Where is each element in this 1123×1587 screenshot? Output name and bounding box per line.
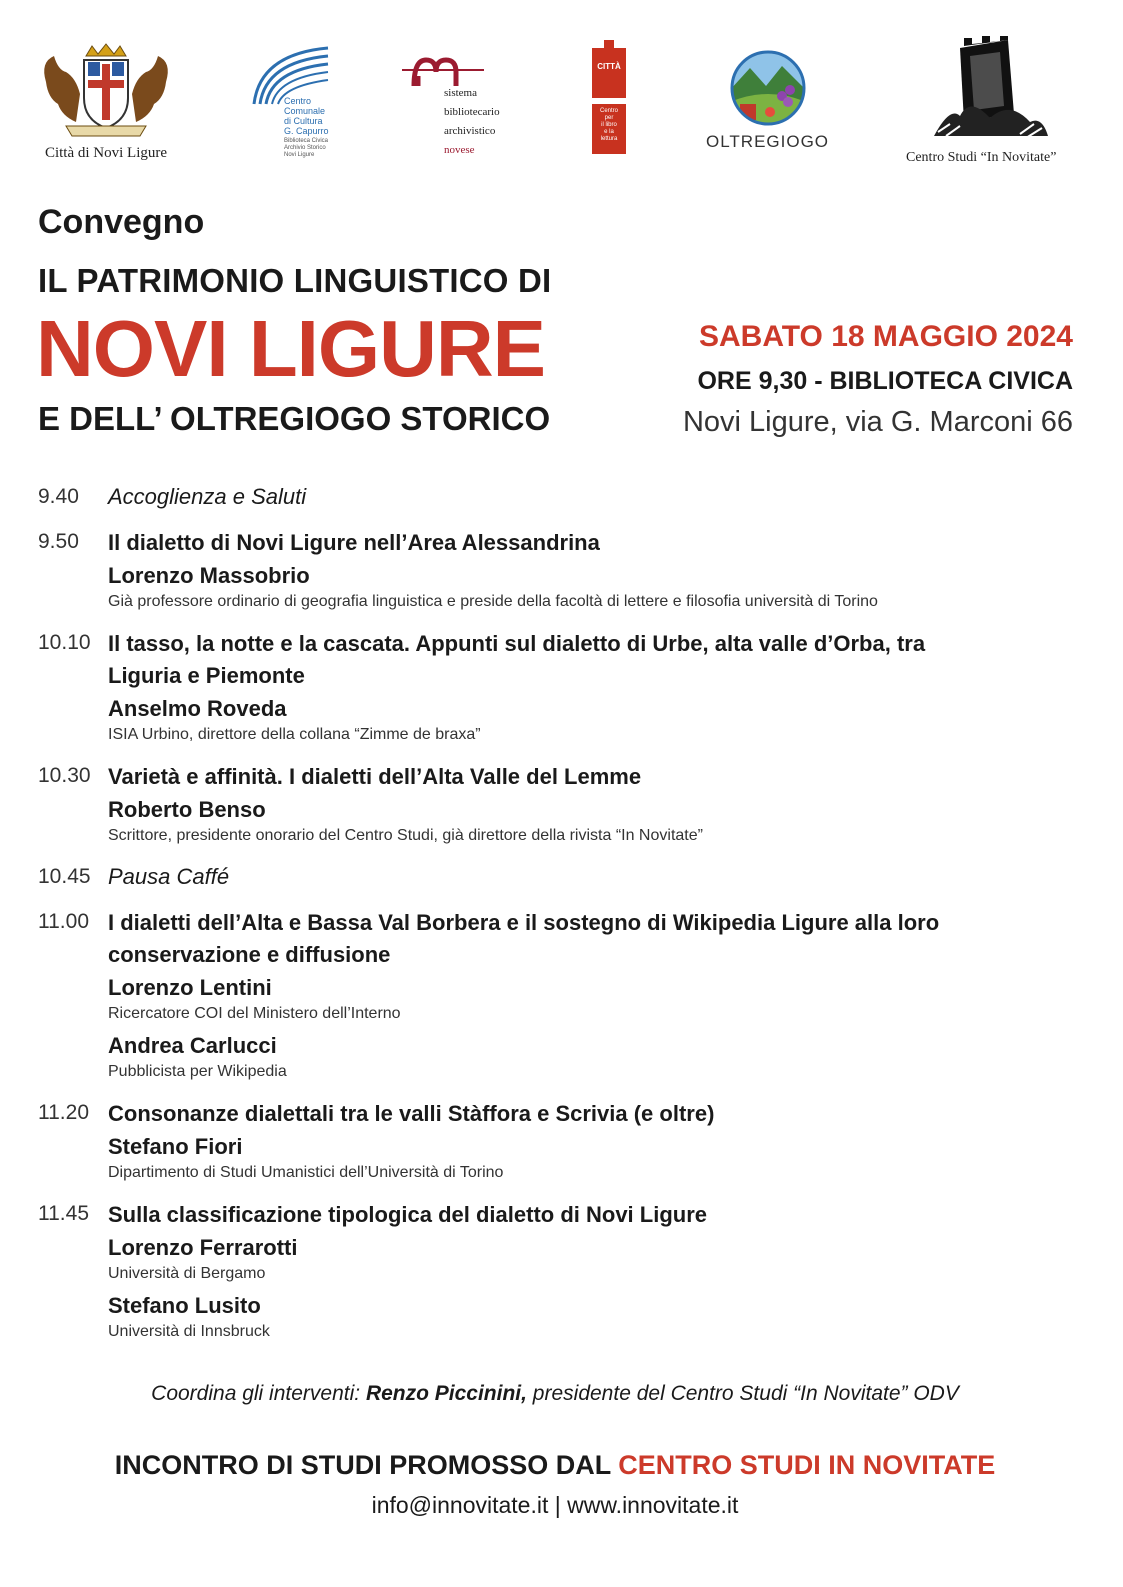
citta-label: CITTÀ — [597, 62, 621, 71]
speaker-role: Università di Bergamo — [108, 1265, 266, 1282]
centro-comunale-text — [284, 96, 329, 159]
oltregiogo-caption: OLTREGIOGO — [706, 132, 830, 151]
speaker-role: ISIA Urbino, direttore della collana “Zimme de braxa” — [108, 726, 481, 743]
item-title: Pausa Caffé — [108, 864, 230, 889]
centro-libro-badge — [592, 104, 626, 154]
programme-item — [38, 1098, 1088, 1184]
programme-item — [38, 482, 1088, 512]
speaker-role: Pubblicista per Wikipedia — [108, 1063, 287, 1080]
tower-icon — [604, 40, 614, 50]
speaker-role: Ricercatore COI del Ministero dell’Interno — [108, 1005, 401, 1022]
talk-title: Consonanze dialettali tra le valli Stàffora e Scrivia (e oltre) — [108, 1101, 715, 1126]
centro-line: G. Capurro — [284, 126, 329, 136]
title-main: NOVI LIGURE — [36, 304, 546, 393]
title-line-2: E DELL’ OLTREGIOGO STORICO — [38, 400, 551, 437]
item-time: 9.50 — [38, 530, 79, 553]
item-time: 9.40 — [38, 485, 79, 508]
programme-item — [38, 761, 1088, 847]
centro-sub-line: Biblioteca Civica — [284, 138, 329, 144]
speaker-name: Lorenzo Lentini — [108, 975, 272, 1000]
item-time: 11.45 — [38, 1202, 89, 1225]
item-title: Accoglienza e Saluti — [108, 484, 307, 509]
speaker-role: Già professore ordinario di geografia linguistica e preside della facoltà di lettere e filosofia università di Torino — [108, 593, 878, 610]
coordination-prefix: Coordina gli interventi: — [151, 1382, 366, 1405]
libro-line: per — [604, 115, 614, 121]
coordination-suffix: presidente del Centro Studi “In Novitate” ODV — [526, 1382, 959, 1405]
event-date: SABATO 18 MAGGIO 2024 — [698, 320, 1073, 353]
centro-line: di Cultura — [284, 116, 323, 126]
programme-item — [38, 862, 1088, 892]
centro-line: Centro — [284, 96, 312, 106]
libro-line: e la — [604, 129, 614, 135]
talk-title: Il tasso, la notte e la cascata. Appunti sul dialetto di Urbe, alta valle d’Orba, tra Liguria e Piemonte — [108, 631, 926, 688]
centro-sub — [284, 138, 329, 159]
citta-che-legge-logo — [592, 48, 630, 158]
logo-row — [0, 0, 1123, 185]
event-info — [683, 320, 1073, 439]
footer-contacts[interactable]: info@innovitate.it | www.innovitate.it — [371, 1492, 739, 1518]
item-time: 10.10 — [38, 631, 91, 654]
coordinator-name: Renzo Piccinini, — [365, 1382, 527, 1405]
programme-list — [38, 482, 1088, 1358]
programme-item — [38, 628, 1088, 746]
speaker-name: Anselmo Roveda — [108, 696, 287, 721]
programme-item — [38, 1199, 1088, 1343]
centro-studi-logo — [906, 36, 1076, 168]
libro-line: Centro — [599, 108, 618, 114]
speaker-name: Roberto Benso — [108, 797, 266, 822]
item-time: 10.30 — [38, 764, 91, 787]
novi-ligure-crest-logo — [36, 42, 176, 162]
coordination-note — [0, 1382, 1110, 1406]
event-address: Novi Ligure, via G. Marconi 66 — [682, 406, 1073, 438]
speaker-role: Dipartimento di Studi Umanistici dell’Università di Torino — [108, 1164, 504, 1181]
oltregiogo-circle-icon — [730, 50, 806, 126]
oltregiogo-logo — [702, 50, 832, 160]
centro-sub-line: Archivio Storico — [284, 145, 326, 151]
centro-studi-caption: Centro Studi “In Novitate” — [906, 150, 1057, 165]
talk-title: I dialetti dell’Alta e Bassa Val Borbera e il sostegno di Wikipedia Ligure alla loro conservazione e diffusione — [108, 910, 940, 967]
talk-title: Sulla classificazione tipologica del dialetto di Novi Ligure — [108, 1202, 708, 1227]
footer-promoter — [0, 1450, 1110, 1481]
speaker-name: Lorenzo Ferrarotti — [108, 1235, 298, 1260]
item-time: 11.20 — [38, 1101, 89, 1124]
speaker-role: Università di Innsbruck — [108, 1323, 270, 1340]
speaker-name: Stefano Fiori — [108, 1134, 243, 1159]
item-time: 10.45 — [38, 865, 91, 888]
centro-sub-line: Novi Ligure — [284, 152, 315, 158]
libro-line: lettura — [600, 136, 618, 142]
sistema-line-novese: novese — [444, 144, 475, 156]
sistema-line: archivistico — [444, 125, 496, 137]
sistema-line: bibliotecario — [444, 106, 500, 118]
centro-comunale-logo — [250, 44, 360, 164]
speaker-name: Lorenzo Massobrio — [108, 563, 310, 588]
footer-text: INCONTRO DI STUDI PROMOSSO DAL — [114, 1450, 619, 1480]
sistema-text — [444, 84, 500, 160]
sistema-line: sistema — [444, 87, 477, 99]
speaker-name: Stefano Lusito — [108, 1293, 261, 1318]
centro-line: Comunale — [284, 106, 326, 116]
programme-item — [38, 907, 1088, 1083]
sbn-mark-icon — [402, 46, 484, 88]
citta-badge — [592, 48, 626, 98]
title-line-1: IL PATRIMONIO LINGUISTICO DI — [38, 262, 552, 299]
crest-icon — [36, 42, 176, 138]
speaker-name: Andrea Carlucci — [108, 1033, 277, 1058]
item-time: 11.00 — [38, 910, 89, 933]
tower-drawing-icon — [930, 36, 1050, 142]
event-type-label: Convegno — [38, 203, 205, 241]
talk-title: Varietà e affinità. I dialetti dell’Alta Valle del Lemme — [108, 764, 642, 789]
event-time-place: ORE 9,30 - BIBLIOTECA CIVICA — [697, 367, 1073, 395]
footer-highlight: CENTRO STUDI IN NOVITATE — [618, 1450, 996, 1480]
talk-title: Il dialetto di Novi Ligure nell’Area Alessandrina — [108, 530, 600, 555]
libro-line: il libro — [601, 122, 617, 128]
novi-ligure-caption: Città di Novi Ligure — [44, 145, 168, 161]
speaker-role: Scrittore, presidente onorario del Centro Studi, già direttore della rivista “In Novitate” — [108, 827, 703, 844]
programme-item — [38, 527, 1088, 613]
sistema-bibliotecario-logo — [402, 46, 522, 164]
